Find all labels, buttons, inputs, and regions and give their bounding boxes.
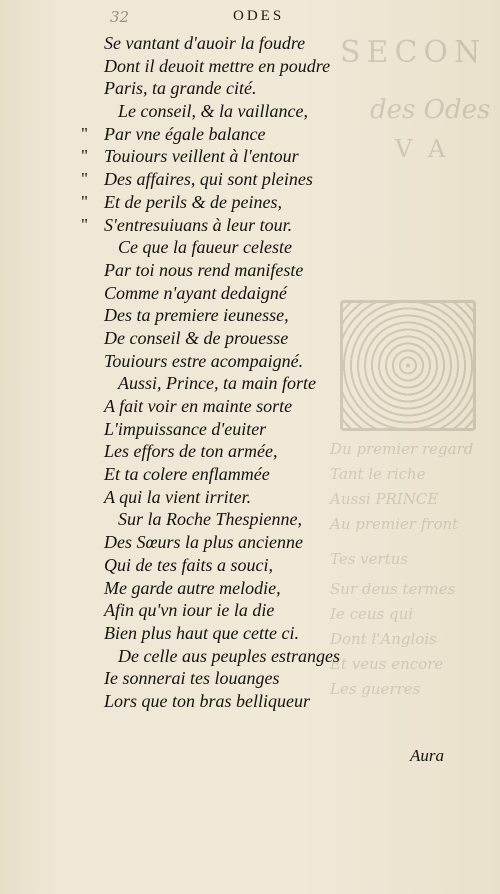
verse-text: Sur la Roche Thespienne,: [118, 509, 302, 530]
verse-line: [0, 622, 340, 645]
bleed-glyphs: Au premier front: [330, 515, 459, 533]
verse-line: [0, 690, 340, 713]
verse-text: Et ta colere enflammée: [104, 464, 270, 485]
verse-line: [0, 577, 340, 600]
catchword: Aura: [410, 746, 444, 765]
verse-line: [0, 259, 340, 282]
verse-text: Par vne égale balance: [104, 123, 266, 144]
page-header: [108, 6, 348, 30]
verse-text: A qui la vient irriter.: [104, 486, 252, 507]
verse-text: Se vantant d'auoir la foudre: [104, 33, 306, 53]
verse-line: [0, 191, 340, 214]
verse-text: Touiours estre acompaigné.: [104, 350, 304, 371]
bleed-glyphs: SECON: [340, 35, 487, 70]
bleed-glyphs: Tant le riche: [330, 465, 426, 483]
verse-line: [0, 599, 340, 622]
verse-line: [0, 32, 340, 55]
verse-text: Comme n'ayant dedaigné: [104, 282, 287, 303]
verse-line: [0, 645, 340, 668]
verse-line: [0, 486, 340, 509]
marginal-quote-mark: ": [81, 214, 88, 234]
bleed-glyphs: Tes vertus: [330, 550, 409, 568]
verse-line: [0, 508, 340, 531]
verse-text: Aussi, Prince, ta main forte: [118, 373, 316, 394]
verse-text: Dont il deuoit mettre en poudre: [104, 55, 331, 76]
verse-line: [0, 168, 340, 191]
verse-line: [0, 77, 340, 100]
verse-text: Touiours veillent à l'entour: [104, 146, 299, 167]
bleed-glyphs: Aussi PRINCE: [330, 490, 439, 508]
verse-text: Les effors de ton armée,: [104, 441, 278, 462]
verse-text: Des ta premiere ieunesse,: [104, 305, 289, 326]
verse-text: Des affaires, qui sont pleines: [104, 169, 313, 190]
verse-line: [0, 440, 340, 463]
bleed-glyphs: V A: [395, 135, 450, 163]
verse-line: [0, 554, 340, 577]
verse-line: [0, 327, 340, 350]
verse-line: [0, 282, 340, 305]
marginal-quote-mark: ": [81, 146, 88, 166]
running-title: ODES: [233, 8, 285, 24]
verse-text: De celle aus peuples estranges: [118, 645, 340, 666]
verse-text: De conseil & de prouesse: [104, 327, 289, 348]
verse-text: Qui de tes faits a souci,: [104, 554, 273, 575]
verse-line: [0, 100, 340, 123]
bleed-glyphs: Dont l'Anglois: [330, 630, 437, 648]
verse-line: [0, 236, 340, 259]
bleed-glyphs: Du premier regard: [330, 440, 474, 458]
marginal-quote-mark: ": [81, 123, 88, 143]
verse-line: [0, 145, 340, 168]
verse-line: [0, 418, 340, 441]
verse-text: S'entresuiuans à leur tour.: [104, 214, 293, 235]
verse-text: A fait voir en mainte sorte: [104, 396, 293, 416]
verse-line: [0, 463, 340, 486]
page-number: 32: [110, 8, 130, 26]
verse-text: Paris, ta grande cité.: [104, 78, 257, 99]
verse-text: Lors que ton bras belliqueur: [104, 690, 311, 711]
verse-line: [0, 531, 340, 554]
verse-text: Bien plus haut que cette ci.: [104, 622, 299, 643]
ornamental-initial-bleed: [340, 300, 476, 431]
verse-line: [0, 667, 340, 690]
verse-line: [0, 350, 340, 373]
verse-line: [0, 123, 340, 146]
verse-text: Ce que la faueur celeste: [118, 237, 292, 258]
verse-text: Afin qu'vn iour ie la die: [104, 600, 275, 621]
bleed-glyphs: Ie ceus qui: [330, 605, 414, 623]
verse-text: Me garde autre melodie,: [104, 577, 281, 598]
marginal-quote-mark: ": [81, 169, 88, 189]
verse-text: Et de perils & de peines,: [104, 191, 282, 212]
verse-text: Ie sonnerai tes louanges: [104, 668, 280, 689]
verse-line: [0, 304, 340, 327]
verse-line: [0, 55, 340, 78]
verse-line: [0, 214, 340, 237]
verse-text: L'impuissance d'euiter: [104, 418, 267, 439]
verse-text: Le conseil, & la vaillance,: [118, 101, 308, 122]
bleed-glyphs: Les guerres: [330, 680, 421, 698]
verse-line: [0, 395, 340, 418]
verse-line: [0, 372, 340, 395]
verse-text: Des Sœurs la plus ancienne: [104, 532, 303, 553]
bleed-glyphs: Et veus encore: [330, 655, 444, 673]
bleed-through-text: [330, 20, 500, 780]
bleed-glyphs: Sur deus termes: [330, 580, 456, 598]
marginal-quote-mark: ": [81, 191, 88, 211]
verse-text: Par toi nous rend manifeste: [104, 259, 304, 280]
bleed-glyphs: des Odes: [370, 95, 491, 125]
verse-block: [0, 32, 340, 713]
